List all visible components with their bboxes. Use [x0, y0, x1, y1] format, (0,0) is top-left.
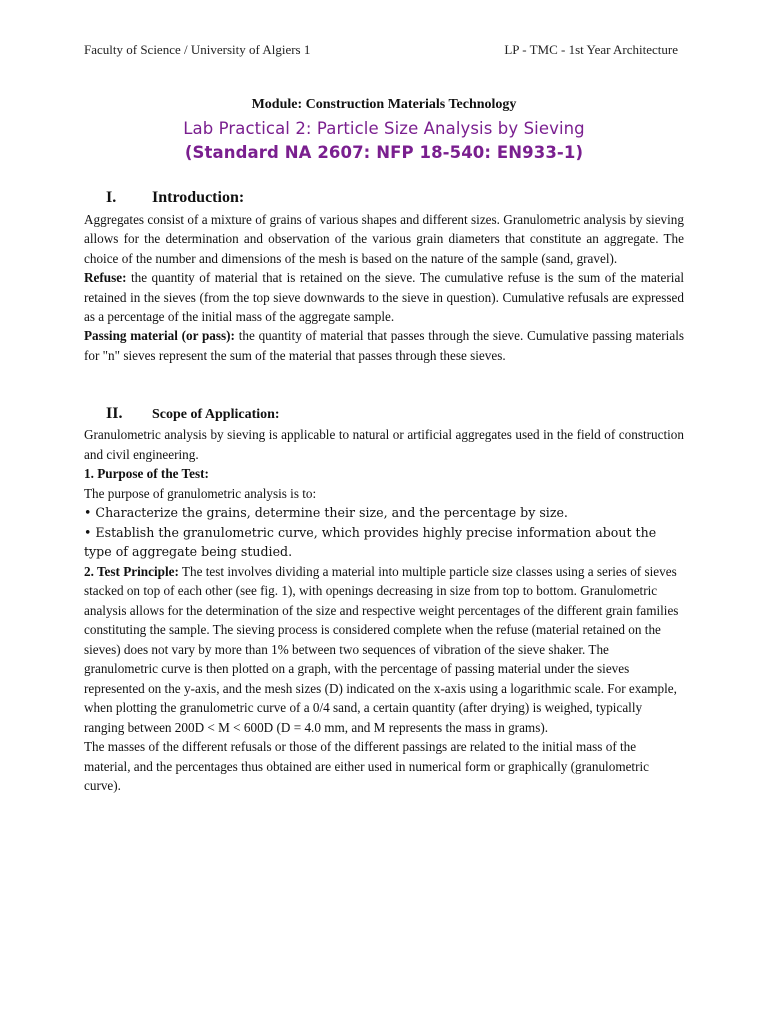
scope-body [84, 425, 684, 796]
lab-title: Lab Practical 2: Particle Size Analysis by Sieving [183, 119, 585, 138]
passing-text: the quantity of material that passes through the sieve. Cumulative passing materials for "n" sieves represent the sum of the material that passes through these sieves. [84, 328, 684, 363]
passing-definition [84, 326, 684, 365]
scope-paragraph: Granulometric analysis by sieving is applicable to natural or artificial aggregates used in the field of construction and civil engineering. [84, 427, 684, 462]
standard-subtitle: (Standard NA 2607: NFP 18-540: EN933-1) [184, 143, 584, 162]
purpose-bullet-2: • Establish the granulometric curve, which provides highly precise information about the type of aggregate being studied. [84, 524, 657, 559]
refuse-definition [84, 268, 684, 326]
introduction-body [84, 210, 684, 365]
module-title: Module: Construction Materials Technology [251, 97, 517, 112]
header-course: LP - TMC - 1st Year Architecture [504, 42, 678, 57]
section-scope-heading [84, 405, 280, 423]
principle-term: 2. Test Principle: [84, 563, 179, 579]
purpose-intro: The purpose of granulometric analysis is to: [84, 485, 317, 501]
passing-term: Passing material (or pass): [84, 328, 235, 344]
header-institution: Faculty of Science / University of Algiers 1 [84, 42, 311, 57]
principle-paragraph [84, 562, 684, 738]
section-number: II. [106, 405, 123, 422]
final-paragraph: The masses of the different refusals or those of the different passings are related to the initial mass of the material, and the percentages thus obtained are either used in numerical form or graphically (granulometric curve). [84, 739, 650, 793]
purpose-heading: 1. Purpose of the Test: [84, 466, 209, 481]
intro-paragraph: Aggregates consist of a mixture of grains of various shapes and different sizes. Granulometric analysis by sieving allows for the determination and observation of the various grain diameters that constitute an aggregate. The choice of the number and dimensions of the mesh is based on the nature of the sample (sand, gravel). [84, 212, 684, 266]
principle-text: The test involves dividing a material into multiple particle size classes using a series of sieves stacked on top of each other (see fig. 1), with openings decreasing in size from top to bottom. Granulometric analysis allows for the determination of the size and respective weight percentages of the different grain families constituting the sample. The sieving process is considered complete when the refuse (material retained on the sieves) does not vary by more than 1% between two sequences of vibration of the sieve shaker. The granulometric curve is then plotted on a graph, with the percentage of passing material under the sieves represented on the y-axis, and the mesh sizes (D) indicated on the x-axis using a logarithmic scale. For example, when plotting the granulometric curve of a 0/4 sand, a certain quantity (after drying) is weighed, typically ranging between 200D < M < 600D (D = 4.0 mm, and M represents the mass in grams). [84, 563, 679, 735]
section-label: Scope of Application: [152, 407, 280, 422]
section-number: I. [106, 189, 117, 206]
refuse-text: the quantity of material that is retained on the sieve. The cumulative refuse is the sum of the material retained in the sieves (from the top sieve downwards to the sieve in question). Cumulative refusals are expressed as a percentage of the initial mass of the aggregate sample. [84, 270, 684, 325]
purpose-bullet-1: • Characterize the grains, determine their size, and the percentage by size. [84, 505, 568, 520]
section-label: Introduction: [152, 189, 245, 206]
refuse-term: Refuse: [84, 270, 127, 286]
section-introduction-heading [84, 189, 244, 207]
